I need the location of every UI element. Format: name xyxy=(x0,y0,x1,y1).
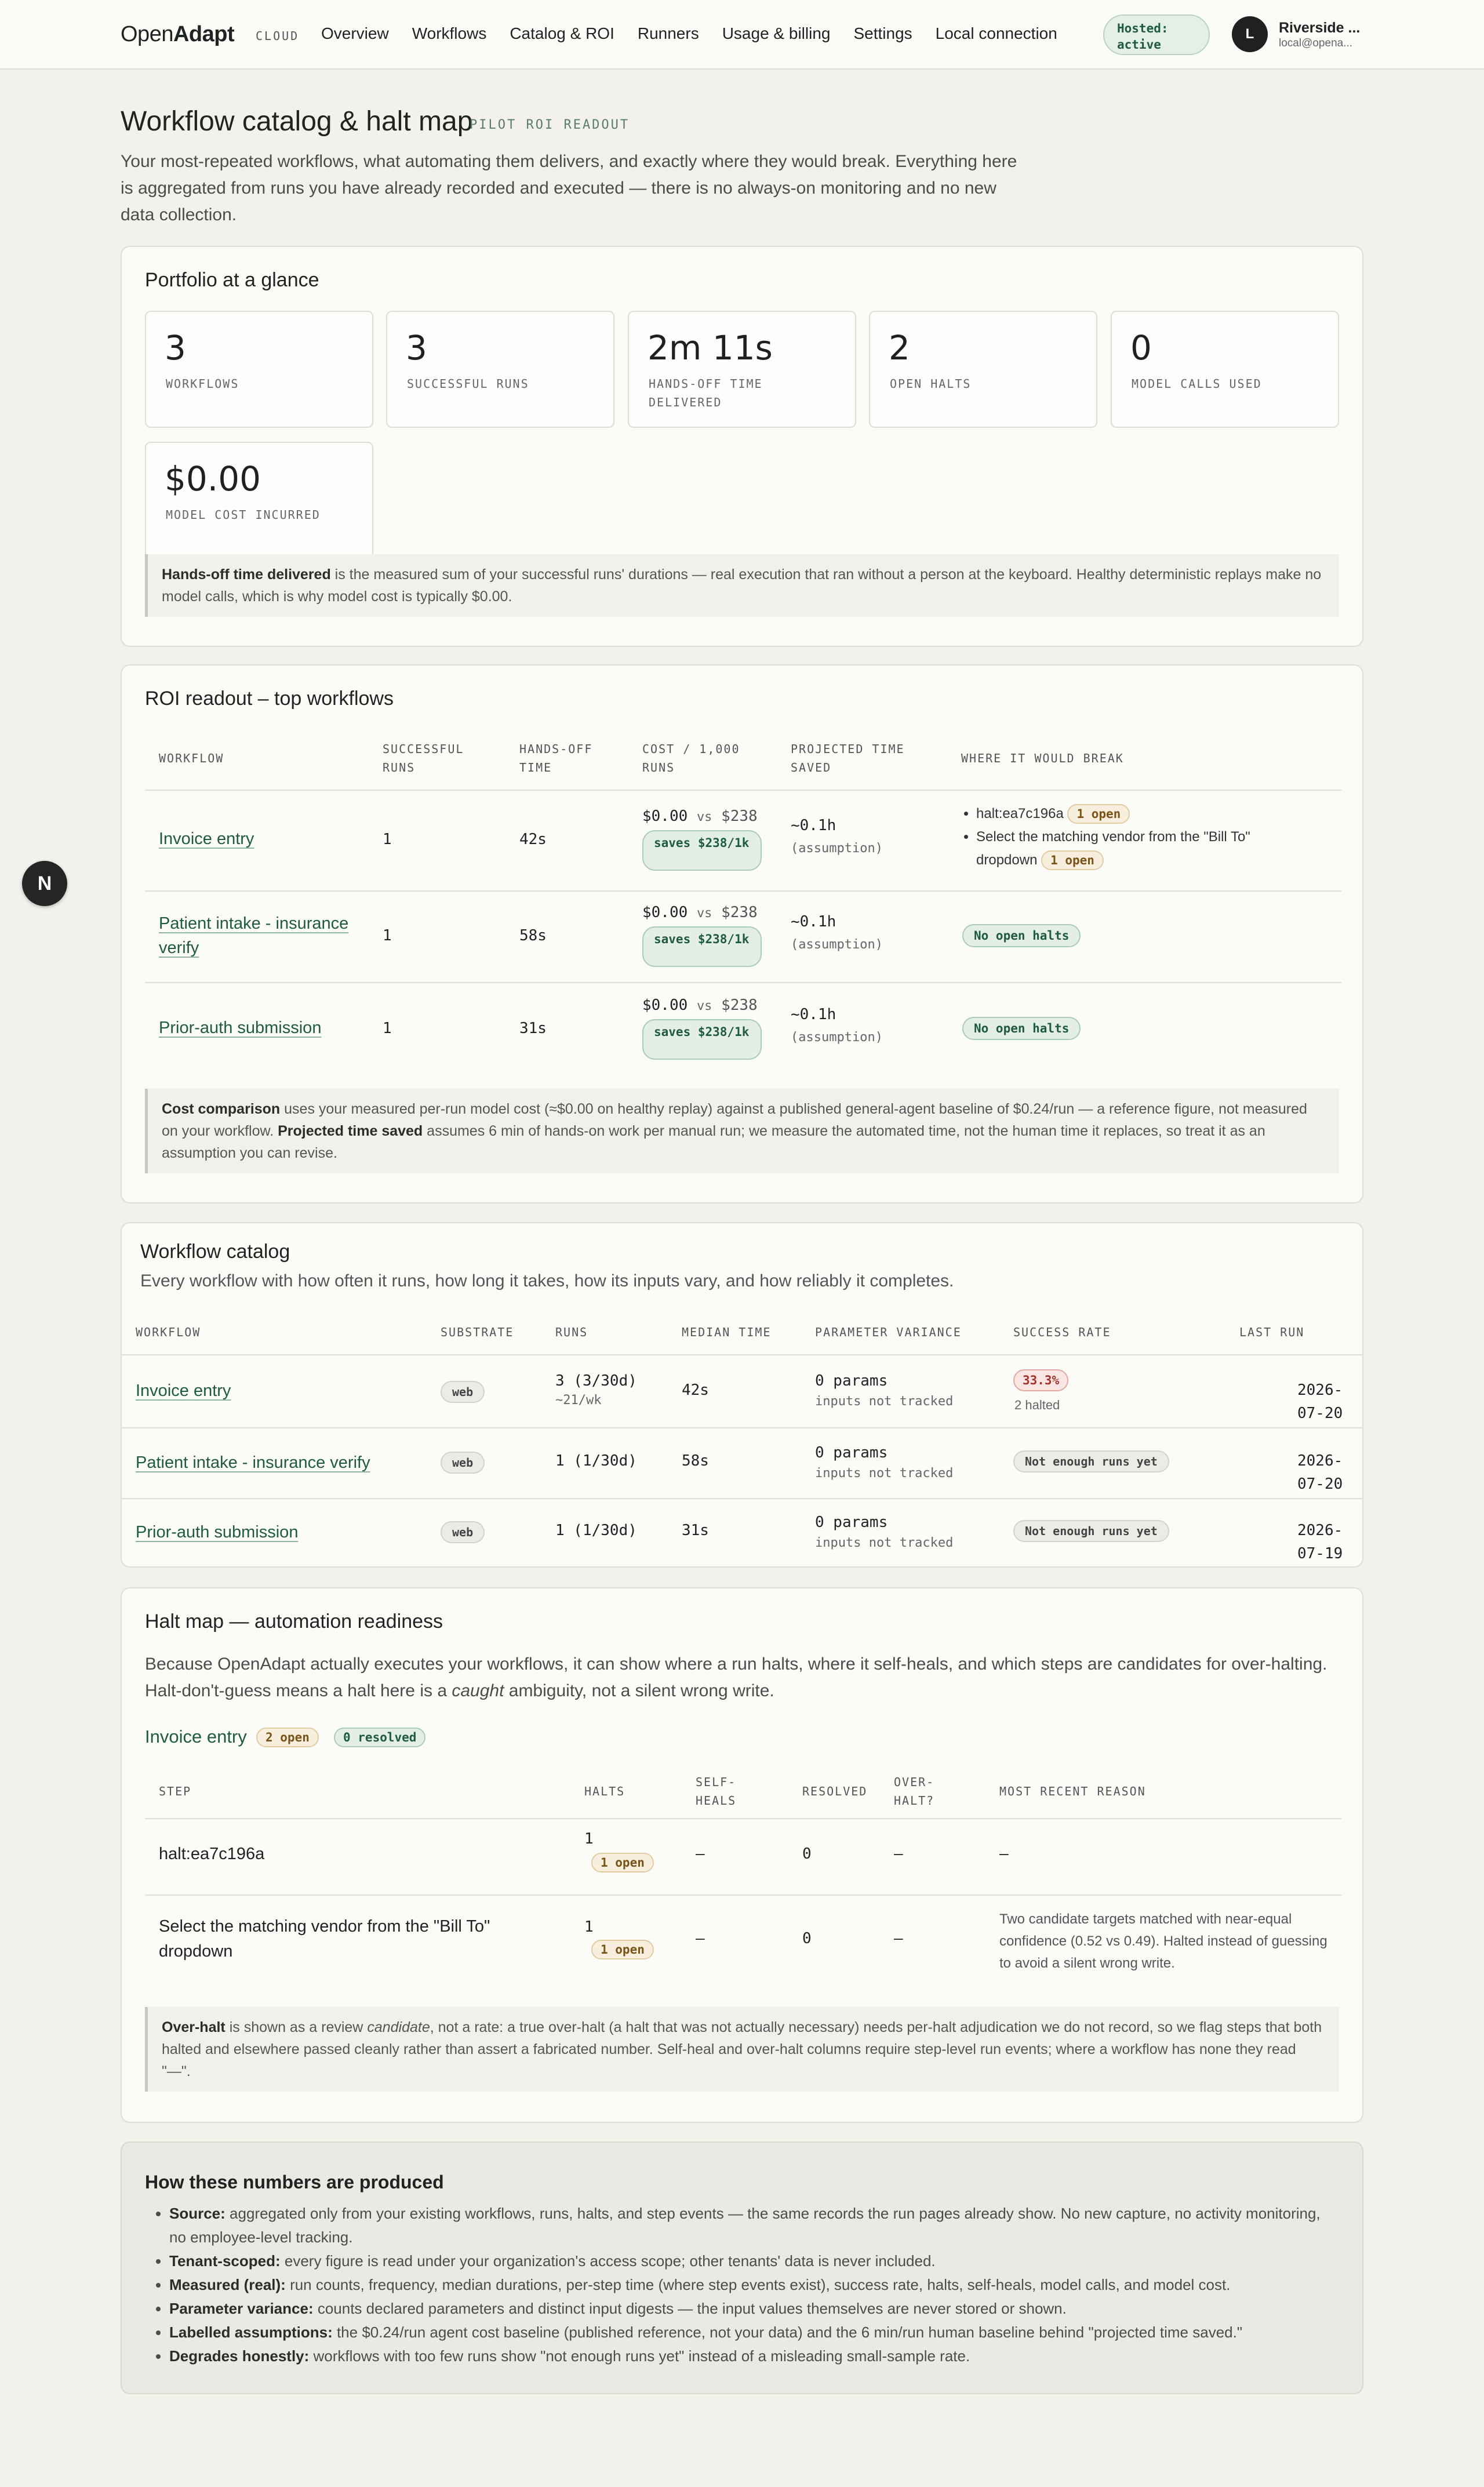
halt-map-note: Over-halt is shown as a review candidate, not a rate: a true over-halt (a halt that was not actually necessary) needs per-halt adjudication we do not record, so we flag steps that both halted and elsewhere passed cleanly rather than assert a fabricated number. Self-heal and over-halt columns require step-level run events; where a workflow has none they read "—". xyxy=(145,2007,1339,2092)
stat-successful-runs: 3 SUCCESSFUL RUNS xyxy=(386,311,614,428)
list-item: • Parameter variance: counts declared parameters and distinct input digests — the input values themselves are never stored or shown. xyxy=(169,2297,1339,2321)
list-item: • Measured (real): run counts, frequency, median durations, per-step time (where step events exist), success rate, halts, self-heals, model calls, and model cost. xyxy=(169,2273,1339,2297)
catalog-header-median: MEDIAN TIME xyxy=(682,1325,772,1339)
methodology-list xyxy=(145,2202,1339,2368)
list-item: • Source: aggregated only from your existing workflows, runs, halts, and step events — the same records the run pages already show. No new capture, no activity monitoring, no employee-level tracking. xyxy=(169,2202,1339,2249)
halt-resolved: 0 xyxy=(802,1845,812,1863)
list-item: • Tenant-scoped: every figure is read under your organization's access scope; other tenants' data is never included. xyxy=(169,2249,1339,2273)
user-email: local@opena... xyxy=(1279,37,1353,49)
roi-projected: ~0.1h xyxy=(791,913,836,930)
nav-workflows[interactable]: Workflows xyxy=(412,24,487,42)
roi-workflow-link[interactable]: Invoice entry xyxy=(159,830,254,848)
halt-map-card xyxy=(121,1587,1363,2123)
stat-model-calls: 0 MODEL CALLS USED xyxy=(1111,311,1339,428)
halt-header-step: STEP xyxy=(159,1784,192,1798)
halt-over-halt: — xyxy=(894,1845,903,1863)
roi-runs: 1 xyxy=(383,927,392,944)
halt-header-halts: HALTS xyxy=(584,1784,625,1798)
catalog-params-sub: inputs not tracked xyxy=(815,1536,954,1550)
catalog-header-runs: RUNS xyxy=(555,1325,588,1339)
nav-local-connection[interactable]: Local connection xyxy=(935,24,1057,42)
halt-map-title: Halt map — automation readiness xyxy=(145,1610,443,1632)
catalog-card xyxy=(121,1222,1363,1568)
catalog-runs: 1 (1/30d) xyxy=(555,1452,637,1470)
catalog-header-variance: PARAMETER VARIANCE xyxy=(815,1325,962,1339)
roi-break-list xyxy=(962,802,1287,872)
methodology-title: How these numbers are produced xyxy=(145,2172,444,2193)
halt-count: 1 xyxy=(584,1830,594,1848)
catalog-runs: 1 (1/30d) xyxy=(555,1522,637,1539)
catalog-last-run: 2026-07-20 xyxy=(1297,1381,1343,1422)
hosted-status-badge: Hosted: active xyxy=(1103,14,1210,55)
roi-cost: $0.00 vs $238 xyxy=(642,997,758,1014)
stat-model-cost: $0.00 MODEL COST INCURRED xyxy=(145,442,373,559)
roi-saves-badge: saves $238/1k xyxy=(642,1019,762,1060)
halt-resolved: 0 xyxy=(802,1930,812,1947)
catalog-last-run: 2026-07-20 xyxy=(1297,1452,1343,1493)
open-badge: 1 open xyxy=(1041,850,1104,870)
roi-assumption: (assumption) xyxy=(791,841,883,856)
catalog-params: 0 params xyxy=(815,1514,888,1531)
catalog-header-success: SUCCESS RATE xyxy=(1013,1325,1111,1339)
catalog-median: 58s xyxy=(682,1452,709,1470)
list-item: • Select the matching vendor from the "Bill To" dropdown 1 open xyxy=(976,826,1287,872)
catalog-frequency: ~21/wk xyxy=(555,1393,602,1408)
catalog-workflow-link[interactable]: Invoice entry xyxy=(136,1381,231,1400)
brand-tag: CLOUD xyxy=(256,29,300,43)
roi-workflow-link[interactable]: Patient intake - insurance verify xyxy=(159,914,349,957)
open-count-badge: 2 open xyxy=(256,1728,319,1747)
halt-self-heals: — xyxy=(696,1845,705,1863)
catalog-header-substrate: SUBSTRATE xyxy=(441,1325,514,1339)
substrate-badge: web xyxy=(441,1521,485,1543)
catalog-workflow-link[interactable]: Patient intake - insurance verify xyxy=(136,1453,370,1472)
substrate-badge: web xyxy=(441,1452,485,1474)
page-tag: PILOT ROI READOUT xyxy=(470,118,630,132)
roi-title: ROI readout – top workflows xyxy=(145,688,394,710)
page-intro: Your most-repeated workflows, what automating them delivers, and exactly where they would break. Everything here is aggregated from runs you have already recorded and executed — there is no always-on monitoring and no new data collection. xyxy=(121,152,1017,224)
halt-count: 1 xyxy=(584,1918,594,1936)
main-nav xyxy=(321,24,1081,43)
halt-header-divider xyxy=(145,1818,1341,1819)
list-item: • Degrades honestly: workflows with too few runs show "not enough runs yet" instead of a misleading small-sample rate. xyxy=(169,2344,1339,2368)
catalog-header-last-run: LAST RUN xyxy=(1239,1325,1305,1339)
success-rate-badge: Not enough runs yet xyxy=(1013,1450,1169,1472)
open-badge: 1 open xyxy=(591,1940,654,1959)
halt-header-reason: MOST RECENT REASON xyxy=(999,1784,1146,1798)
halt-step: halt:ea7c196a xyxy=(159,1845,265,1863)
roi-header-runs: SUCCESSFUL RUNS xyxy=(383,742,464,775)
catalog-header-divider xyxy=(122,1354,1362,1355)
row-divider xyxy=(145,890,1341,892)
substrate-badge: web xyxy=(441,1381,485,1403)
portfolio-note: Hands-off time delivered is the measured sum of your successful runs' durations — real execution that ran without a person at the keyboard. Healthy deterministic replays make no model calls, which is why model cost is typically $0.00. xyxy=(145,554,1339,617)
roi-saves-badge: saves $238/1k xyxy=(642,926,762,967)
roi-cost: $0.00 vs $238 xyxy=(642,808,758,825)
roi-card xyxy=(121,664,1363,1203)
halt-step: Select the matching vendor from the "Bill To" dropdown xyxy=(159,1917,490,1961)
portfolio-title: Portfolio at a glance xyxy=(145,269,319,291)
catalog-median: 42s xyxy=(682,1381,709,1399)
roi-note: Cost comparison uses your measured per-run model cost (≈$0.00 on healthy replay) against a published general-agent baseline of $0.24/run — a reference figure, not measured on your workflow. Projected time saved assumes 6 min of hands-on work per manual run; we measure the automated time, not the human time it replaces, so treat it as an assumption you can revise. xyxy=(145,1089,1339,1173)
catalog-params: 0 params xyxy=(815,1444,888,1461)
roi-header-time: HANDS-OFF TIME xyxy=(519,742,593,775)
avatar[interactable]: L xyxy=(1232,16,1268,52)
halt-reason: — xyxy=(999,1845,1009,1863)
roi-assumption: (assumption) xyxy=(791,937,883,952)
halt-self-heals: — xyxy=(696,1930,705,1947)
page-title: Workflow catalog & halt map xyxy=(121,106,473,137)
roi-projected: ~0.1h xyxy=(791,817,836,834)
catalog-workflow-link[interactable]: Prior-auth submission xyxy=(136,1523,299,1541)
halt-map-workflow-name: Invoice entry xyxy=(145,1726,247,1747)
halt-reason: Two candidate targets matched with near-equal confidence (0.52 vs 0.49). Halted instead of guessing to avoid a silent wrong write. xyxy=(999,1911,1327,1971)
catalog-runs: 3 (3/30d) xyxy=(555,1372,637,1390)
stat-hands-off-time: 2m 11s HANDS-OFF TIME DELIVERED xyxy=(628,311,856,428)
halt-header-resolved: RESOLVED xyxy=(802,1784,868,1798)
roi-cost: $0.00 vs $238 xyxy=(642,904,758,921)
nav-usage-billing[interactable]: Usage & billing xyxy=(722,24,831,42)
roi-projected: ~0.1h xyxy=(791,1006,836,1023)
list-item: • halt:ea7c196a 1 open xyxy=(976,802,1287,826)
top-navigation-bar xyxy=(0,0,1484,70)
nav-overview[interactable]: Overview xyxy=(321,24,389,42)
catalog-success-sub: 2 halted xyxy=(1014,1398,1060,1412)
roi-time: 42s xyxy=(519,831,547,848)
roi-runs: 1 xyxy=(383,1020,392,1037)
row-divider xyxy=(122,1427,1362,1428)
catalog-subtitle: Every workflow with how often it runs, how long it takes, how its inputs vary, and how reliably it completes. xyxy=(140,1271,954,1290)
open-badge: 1 open xyxy=(591,1853,654,1872)
nav-runners[interactable]: Runners xyxy=(637,24,699,42)
catalog-last-run: 2026-07-19 xyxy=(1297,1522,1343,1562)
stat-workflows: 3 WORKFLOWS xyxy=(145,311,373,428)
user-name[interactable]: Riverside ... xyxy=(1279,20,1361,36)
no-open-halts-badge: No open halts xyxy=(962,1017,1081,1040)
stat-open-halts: 2 OPEN HALTS xyxy=(869,311,1097,428)
roi-header-workflow: WORKFLOW xyxy=(159,751,224,765)
list-item: • Labelled assumptions: the $0.24/run agent cost baseline (published reference, not your data) and the 6 min/run human baseline behind "projected time saved." xyxy=(169,2321,1339,2344)
row-divider xyxy=(145,1895,1341,1896)
row-divider xyxy=(145,982,1341,983)
catalog-params-sub: inputs not tracked xyxy=(815,1394,954,1409)
halt-header-over-halt: OVER-HALT? xyxy=(894,1775,935,1808)
roi-assumption: (assumption) xyxy=(791,1030,883,1045)
catalog-median: 31s xyxy=(682,1522,709,1539)
roi-time: 58s xyxy=(519,927,547,944)
roi-time: 31s xyxy=(519,1020,547,1037)
roi-header-breaks: WHERE IT WOULD BREAK xyxy=(961,751,1124,765)
nav-settings[interactable]: Settings xyxy=(853,24,912,42)
roi-header-divider xyxy=(145,790,1341,791)
catalog-params: 0 params xyxy=(815,1372,888,1390)
nav-catalog-roi[interactable]: Catalog & ROI xyxy=(510,24,614,42)
methodology-card xyxy=(121,2141,1363,2394)
open-badge: 1 open xyxy=(1067,804,1130,824)
catalog-title: Workflow catalog xyxy=(140,1241,290,1263)
roi-header-cost: COST / 1,000 RUNS xyxy=(642,742,740,775)
halt-map-intro: Because OpenAdapt actually executes your workflows, it can show where a run halts, where it self-heals, and which steps are candidates for over-halting. Halt-don't-guess means a halt here is a caught ambiguity, not a silent wrong write. xyxy=(145,1655,1327,1700)
roi-header-projected: PROJECTED TIME SAVED xyxy=(791,742,905,775)
resolved-count-badge: 0 resolved xyxy=(334,1728,425,1747)
no-open-halts-badge: No open halts xyxy=(962,924,1081,947)
roi-runs: 1 xyxy=(383,831,392,848)
catalog-header-workflow: WORKFLOW xyxy=(136,1325,201,1339)
success-rate-badge: 33.3% xyxy=(1013,1369,1068,1391)
roi-saves-badge: saves $238/1k xyxy=(642,830,762,871)
halt-header-self-heals: SELF-HEALS xyxy=(696,1775,737,1808)
row-divider xyxy=(122,1498,1362,1499)
catalog-params-sub: inputs not tracked xyxy=(815,1466,954,1481)
success-rate-badge: Not enough runs yet xyxy=(1013,1520,1169,1542)
roi-workflow-link[interactable]: Prior-auth submission xyxy=(159,1019,322,1037)
portfolio-card xyxy=(121,246,1363,647)
floating-assistant-button[interactable]: N xyxy=(22,861,67,906)
brand-logo[interactable]: OpenAdapt xyxy=(121,22,235,46)
halt-over-halt: — xyxy=(894,1930,903,1947)
